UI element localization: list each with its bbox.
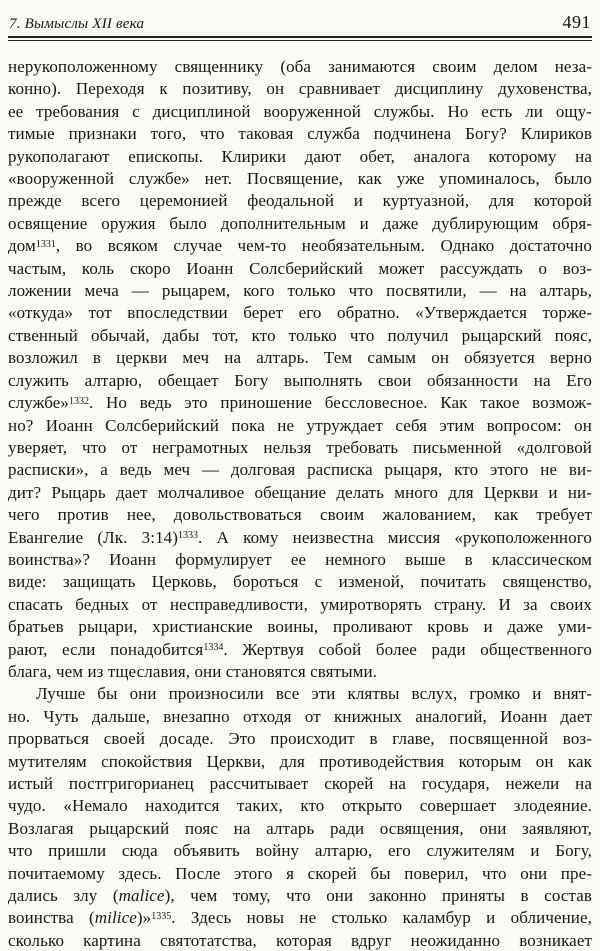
text-line: но. Чуть дальше, внезапно отходя от книжных аналогий, Иоанн дает — [8, 706, 592, 726]
header-rule — [8, 36, 592, 41]
text-line: освящение оружия было дополнительным и даже дублирующим обря- — [8, 213, 592, 233]
text-line: служить алтарю, обещает Богу выполнять свои обязанности на Его — [8, 370, 592, 390]
text-line: ложении меча — рыцарем, кого только что посвятили, — на алтарь, — [8, 281, 592, 301]
text-line: прежде всего церемонией феодальной и куртуазной, для которой — [8, 191, 592, 211]
text-line: чего против нее, довольствоваться своим жалованием, как требует — [8, 505, 592, 525]
text-line: спасать бедных от несправедливости, умиротворять страну. И за своих — [8, 594, 592, 614]
running-header — [8, 12, 592, 33]
text-line: «откуда» тот впоследствии берет его обратно. «Утверждается торже- — [8, 303, 592, 323]
text-line: виде: защищать Церковь, бороться с изменой, почитать священство, — [8, 572, 592, 592]
text-line: возложил в церкви меч на алтарь. Тем самым он обязуется верно — [8, 348, 592, 368]
footnote-reference: 1332 — [69, 395, 89, 407]
text-line: «вооруженной службе» нет. Посвящение, как уже упоминалось, было — [8, 169, 592, 189]
footnote-reference: 1335 — [151, 910, 172, 922]
text-line: уверяет, что от неграмотных нельзя требовать письменной «долговой — [8, 437, 592, 457]
footnote-reference: 1334 — [203, 642, 224, 654]
text-line: мутителям спокойствия Церкви, для противодействия которым он как — [8, 751, 592, 771]
text-line: расписки», а ведь меч — долговая расписка рыцаря, кто этого не ви- — [8, 460, 592, 480]
text-line: частым, коль скоро Иоанн Солсберийский может рассуждать о воз- — [8, 258, 592, 278]
page-body — [8, 56, 592, 951]
text-line: тимые признаки того, что таковая служба подчинена Богу? Клириков — [8, 124, 592, 144]
text-line: истый постгригорианец рассчитывает скорей на государя, нежели на — [8, 774, 592, 793]
text-line: конно). Переходя к позитиву, он сравнивает дисциплину духовенства, — [8, 79, 592, 99]
text-line: дом$^{1331}$, во всяком случае чем-то необязательным. Однако достаточно — [8, 236, 592, 256]
text-line: блага, чем из тщеславия, они становятся святыми. — [8, 661, 378, 681]
text-line: нерукоположенному священнику (оба занимаются своим делом неза- — [8, 57, 592, 76]
page-number: 491 — [562, 12, 591, 32]
footnote-reference: 1331 — [35, 238, 56, 250]
text-line: что пришли сюда объявить войну алтарю, его служителям и Богу, — [8, 841, 592, 861]
text-line: ственный обычай, дабы тот, кто только что получил рыцарский пояс, — [8, 325, 592, 345]
text-line: почитаемому здесь. После этого я скорей бы поверил, что они пре- — [8, 863, 592, 883]
text-line: Евангелие (Лк. 3:14)$^{1333}$. А кому неизвестна миссия «рукоположенного — [8, 527, 592, 547]
text-line: рают, если понадобится$^{1334}$. Жертвуя собой более ради общественного — [8, 639, 592, 659]
text-line: Возлагая рыцарский пояс на алтарь ради освящения, они заявляют, — [8, 818, 592, 838]
text-line: дались злу (malice), чем тому, что они законно приняты в состав — [8, 886, 592, 906]
text-line: воинства (milice)»$^{1335}$. Здесь новы не столько каламбур и обличение, — [8, 908, 592, 928]
text-line: сколько картина святотатства, которая вдруг неожиданно возникает — [8, 930, 592, 950]
text-line: дит? Рыцарь дает молчаливое обещание делать много для Церкви и ни- — [8, 482, 592, 502]
text-line: братьев рыцари, христианские воины, проливают кровь и даже уми- — [8, 617, 592, 637]
text-line: прорваться своей досаде. Это происходит в главе, посвященной воз- — [8, 729, 592, 749]
text-line: но? Иоанн Солсберийский пока не утруждает себя этим вопросом: он — [8, 415, 592, 435]
footnote-reference: 1333 — [178, 530, 199, 542]
text-line: чудо. «Немало находится таких, кто открыто совершает злодеяние. — [8, 796, 592, 816]
text-line: ее требования с дисциплиной вооруженной службы. Но есть ли ощу- — [8, 101, 592, 121]
latin-term: malice — [118, 886, 165, 906]
text-line: службе»$^{1332}$. Но ведь это приношение бессловесное. Как такое возмож- — [8, 393, 592, 413]
chapter-title: 7. Вымыслы XII века — [9, 16, 145, 32]
text-line: рукополагают епископы. Клирики дают обет, аналога которому на — [8, 146, 592, 166]
latin-term: milice — [94, 908, 137, 928]
text-line: воинства»? Иоанн формулирует ее немного выше в классическом — [8, 549, 592, 569]
text-line: Лучше бы они произносили все эти клятвы вслух, громко и внят- — [36, 684, 592, 704]
